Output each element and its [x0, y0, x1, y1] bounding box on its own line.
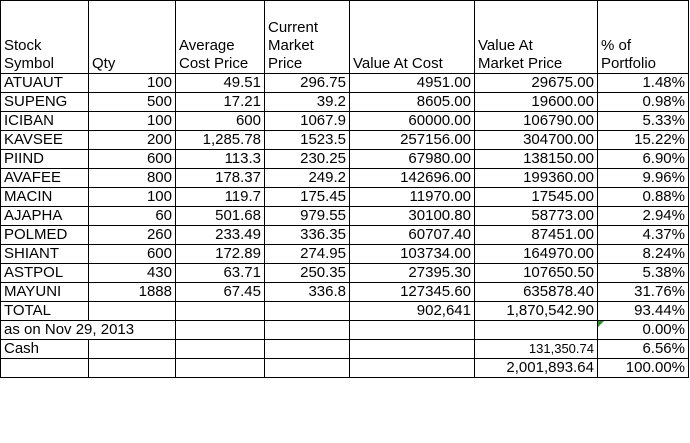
cell-avg-cost[interactable]: 63.71: [176, 264, 265, 283]
cash-pct[interactable]: 6.56%: [598, 340, 689, 359]
cell-qty[interactable]: 430: [89, 264, 176, 283]
cell-pct[interactable]: 8.24%: [598, 245, 689, 264]
header-line: Market Price: [478, 55, 563, 72]
header-line: Average: [179, 37, 235, 54]
header-value-market[interactable]: [475, 1, 598, 74]
cell-value-market[interactable]: 107650.50: [475, 264, 598, 283]
cell-value-market[interactable]: 304700.00: [475, 131, 598, 150]
cell-qty[interactable]: 600: [89, 245, 176, 264]
table-row: [1, 207, 689, 226]
cell-avg-cost[interactable]: 600: [176, 112, 265, 131]
cell-symbol[interactable]: AJAPHA: [1, 207, 89, 226]
empty-cell[interactable]: [265, 302, 350, 321]
cell-qty[interactable]: 60: [89, 207, 176, 226]
table-row: [1, 93, 689, 112]
cell-value-market[interactable]: 17545.00: [475, 188, 598, 207]
cell-value-cost[interactable]: 11970.00: [350, 188, 475, 207]
header-line: Market: [268, 37, 314, 54]
cell-value-market[interactable]: 19600.00: [475, 93, 598, 112]
cell-avg-cost[interactable]: 233.49: [176, 226, 265, 245]
cell-pct[interactable]: 15.22%: [598, 131, 689, 150]
cell-avg-cost[interactable]: 17.21: [176, 93, 265, 112]
cell-qty[interactable]: 100: [89, 112, 176, 131]
cell-market-price[interactable]: 250.35: [265, 264, 350, 283]
cell-qty[interactable]: 100: [89, 188, 176, 207]
header-line: Value At Cost: [353, 55, 443, 72]
cell-market-price[interactable]: 296.75: [265, 74, 350, 93]
cell-pct[interactable]: 5.38%: [598, 264, 689, 283]
cell-market-price[interactable]: 39.2: [265, 93, 350, 112]
header-qty[interactable]: [89, 1, 176, 74]
cell-symbol[interactable]: SUPENG: [1, 93, 89, 112]
cell-value-market[interactable]: 138150.00: [475, 150, 598, 169]
cell-pct[interactable]: 4.37%: [598, 226, 689, 245]
cell-pct[interactable]: 2.94%: [598, 207, 689, 226]
header-line: Qty: [92, 55, 116, 72]
cell-value-market[interactable]: 164970.00: [475, 245, 598, 264]
cell-avg-cost[interactable]: 67.45: [176, 283, 265, 302]
header-pct[interactable]: [598, 1, 689, 74]
grand-total-row: [1, 359, 689, 378]
table-row: [1, 226, 689, 245]
cell-qty[interactable]: 500: [89, 93, 176, 112]
empty-cell[interactable]: [265, 321, 350, 340]
cell-avg-cost[interactable]: 172.89: [176, 245, 265, 264]
cell-symbol[interactable]: MAYUNI: [1, 283, 89, 302]
cell-value-cost[interactable]: 257156.00: [350, 131, 475, 150]
header-line: Price: [268, 55, 303, 72]
table-row: [1, 245, 689, 264]
table-row: [1, 112, 689, 131]
cell-pct[interactable]: 9.96%: [598, 169, 689, 188]
cell-market-price[interactable]: 274.95: [265, 245, 350, 264]
cell-value-market[interactable]: 58773.00: [475, 207, 598, 226]
total-cost[interactable]: 902,641: [350, 302, 475, 321]
cell-avg-cost[interactable]: 1,285.78: [176, 131, 265, 150]
empty-cell[interactable]: [350, 340, 475, 359]
empty-cell[interactable]: [265, 359, 350, 378]
cell-pct[interactable]: 5.33%: [598, 112, 689, 131]
cell-market-price[interactable]: 175.45: [265, 188, 350, 207]
cell-value-market[interactable]: 199360.00: [475, 169, 598, 188]
table-row: [1, 150, 689, 169]
cell-symbol[interactable]: POLMED: [1, 226, 89, 245]
cell-market-price[interactable]: 249.2: [265, 169, 350, 188]
cell-value-market[interactable]: 29675.00: [475, 74, 598, 93]
cash-row: [1, 340, 689, 359]
cell-market-price[interactable]: 1067.9: [265, 112, 350, 131]
empty-cell[interactable]: [350, 321, 475, 340]
cell-market-price[interactable]: 336.8: [265, 283, 350, 302]
cell-market-price[interactable]: 230.25: [265, 150, 350, 169]
total-market[interactable]: 1,870,542.90: [475, 302, 598, 321]
cell-avg-cost[interactable]: 49.51: [176, 74, 265, 93]
cell-value-cost[interactable]: 60707.40: [350, 226, 475, 245]
cell-avg-cost[interactable]: 119.7: [176, 188, 265, 207]
cell-avg-cost[interactable]: 113.3: [176, 150, 265, 169]
empty-cell[interactable]: [89, 302, 176, 321]
cell-value-cost[interactable]: 103734.00: [350, 245, 475, 264]
header-line: Value At: [478, 37, 533, 54]
header-value-cost[interactable]: [350, 1, 475, 74]
header-line: Current: [268, 19, 319, 36]
table-row: [1, 283, 689, 302]
header-line: Portfolio: [601, 55, 657, 72]
cell-qty[interactable]: 800: [89, 169, 176, 188]
header-line: Stock: [4, 37, 42, 54]
empty-cell[interactable]: [176, 340, 265, 359]
table-row: [1, 264, 689, 283]
cell-value-cost[interactable]: 27395.30: [350, 264, 475, 283]
grand-market[interactable]: 2,001,893.64: [475, 359, 598, 378]
total-label[interactable]: TOTAL: [1, 302, 89, 321]
date-label[interactable]: as on Nov 29, 2013: [1, 321, 176, 340]
header-symbol[interactable]: [1, 1, 89, 74]
empty-cell[interactable]: [475, 321, 598, 340]
cell-value-cost[interactable]: 8605.00: [350, 93, 475, 112]
cell-symbol[interactable]: ASTPOL: [1, 264, 89, 283]
empty-cell[interactable]: [176, 302, 265, 321]
cell-pct[interactable]: 0.98%: [598, 93, 689, 112]
cell-value-cost[interactable]: 60000.00: [350, 112, 475, 131]
cell-qty[interactable]: 100: [89, 74, 176, 93]
cash-market[interactable]: 131,350.74: [475, 340, 598, 359]
empty-cell[interactable]: [89, 359, 176, 378]
cell-symbol[interactable]: ATUAUT: [1, 74, 89, 93]
grand-pct[interactable]: 100.00%: [598, 359, 689, 378]
cell-symbol[interactable]: ICIBAN: [1, 112, 89, 131]
cell-symbol[interactable]: AVAFEE: [1, 169, 89, 188]
total-pct[interactable]: 93.44%: [598, 302, 689, 321]
table-row: [1, 169, 689, 188]
empty-cell[interactable]: [265, 340, 350, 359]
empty-cell[interactable]: [176, 321, 265, 340]
cell-market-price[interactable]: 336.35: [265, 226, 350, 245]
cell-pct[interactable]: 31.76%: [598, 283, 689, 302]
cell-value-market[interactable]: 106790.00: [475, 112, 598, 131]
empty-cell[interactable]: [89, 340, 176, 359]
cell-value-cost[interactable]: 30100.80: [350, 207, 475, 226]
total-row: [1, 302, 689, 321]
cell-value-cost[interactable]: 67980.00: [350, 150, 475, 169]
cell-market-price[interactable]: 1523.5: [265, 131, 350, 150]
cell-qty[interactable]: 260: [89, 226, 176, 245]
empty-cell[interactable]: [350, 359, 475, 378]
header-row: [1, 1, 689, 74]
cell-qty[interactable]: 600: [89, 150, 176, 169]
cell-pct[interactable]: 1.48%: [598, 74, 689, 93]
cell-symbol[interactable]: PIIND: [1, 150, 89, 169]
date-row: [1, 321, 689, 340]
header-avg-cost[interactable]: [176, 1, 265, 74]
cell-value-market[interactable]: 87451.00: [475, 226, 598, 245]
cell-avg-cost[interactable]: 178.37: [176, 169, 265, 188]
table-row: [1, 131, 689, 150]
header-line: % of: [601, 37, 632, 54]
empty-cell[interactable]: [1, 359, 89, 378]
cell-symbol[interactable]: SHIANT: [1, 245, 89, 264]
cash-label[interactable]: Cash: [1, 340, 89, 359]
cell-avg-cost[interactable]: 501.68: [176, 207, 265, 226]
empty-cell[interactable]: [176, 359, 265, 378]
header-line: Symbol: [4, 55, 55, 72]
cell-pct[interactable]: 6.90%: [598, 150, 689, 169]
date-pct-value: 0.00%: [642, 321, 685, 338]
cell-qty[interactable]: 1888: [89, 283, 176, 302]
table-row: [1, 188, 689, 207]
cell-pct[interactable]: 0.88%: [598, 188, 689, 207]
cell-qty[interactable]: 200: [89, 131, 176, 150]
date-pct[interactable]: [598, 321, 689, 340]
cell-market-price[interactable]: 979.55: [265, 207, 350, 226]
comment-marker-icon: [598, 321, 604, 327]
cell-value-market[interactable]: 635878.40: [475, 283, 598, 302]
header-market-price[interactable]: [265, 1, 350, 74]
cell-value-cost[interactable]: 142696.00: [350, 169, 475, 188]
cell-value-cost[interactable]: 127345.60: [350, 283, 475, 302]
cell-symbol[interactable]: KAVSEE: [1, 131, 89, 150]
cell-symbol[interactable]: MACIN: [1, 188, 89, 207]
table-row: [1, 74, 689, 93]
cell-value-cost[interactable]: 4951.00: [350, 74, 475, 93]
header-line: Cost Price: [179, 55, 249, 72]
